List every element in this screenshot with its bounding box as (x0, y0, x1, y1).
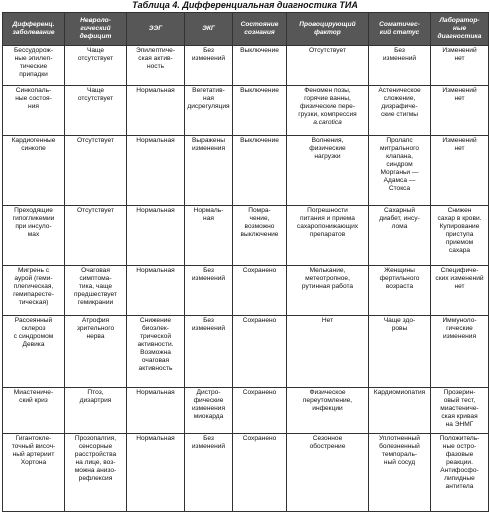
table-row (3, 266, 489, 316)
table-cell: Миастениче- ский криз (3, 388, 65, 434)
table-cell: Феномен позы, горячие ванны, физические пере- грузки, компрессия a.carotica (287, 86, 369, 136)
table-cell: Волнения, физические нагрузки (287, 136, 369, 206)
table-cell: Дистро- фические изменения миокарда (185, 388, 233, 434)
table-cell: Сохранено (233, 316, 287, 388)
table-cell: Выключение (233, 136, 287, 206)
table-cell: Нормальная (127, 388, 185, 434)
table-cell: Нормальная (127, 266, 185, 316)
table-cell: Помра- чение, возможно выключение (233, 206, 287, 266)
table-cell: Снижение биоэлек- трической активности. Возможна очаговая активность (127, 316, 185, 388)
table-cell: Специфиче- ских изменений нет (431, 266, 489, 316)
table-row (3, 316, 489, 388)
table-cell: Сезонное обострение (287, 434, 369, 512)
column-header: Провоцирующий фактор (287, 13, 369, 46)
table-cell: Нормаль- ная (185, 206, 233, 266)
table-cell: Очаговая симптома- тика, чаще предшествует гемикрании (65, 266, 127, 316)
column-header: Соматичес- кий статус (369, 13, 431, 46)
table-cell: Птоз, дизартрия (65, 388, 127, 434)
table-cell: Сохранено (233, 266, 287, 316)
table-cell: Рассеянный склероз с синдромом Девика (3, 316, 65, 388)
table-caption: Таблица 4. Дифференциальная диагностика ТИА (132, 0, 358, 10)
table-cell: Нормальная (127, 86, 185, 136)
table-cell: Эпилептиче- ская актив- ность (127, 46, 185, 86)
table-cell: Без изменений (185, 266, 233, 316)
column-header: Дифференц. заболевание (3, 13, 65, 46)
table-cell: Бессудорож- ные эпилеп- тические припадки (3, 46, 65, 86)
table-cell: Нормальная (127, 434, 185, 512)
table-row (3, 136, 489, 206)
differential-diagnosis-table (2, 12, 489, 512)
table-cell: Пролапс митрального клапана, синдром Морганьи — Адамса — Стокса (369, 136, 431, 206)
table-cell: Вегетатив- ная дисрегуляция (185, 86, 233, 136)
table-cell: Нормальная (127, 206, 185, 266)
table-row (3, 86, 489, 136)
column-header: ЭКГ (185, 13, 233, 46)
table-cell: Снижен сахар в крови. Купирование приступа приемом сахара (431, 206, 489, 266)
table-cell: Мелькание, метеотропное, рутинная работа (287, 266, 369, 316)
table-cell: Атрофия зрительного нерва (65, 316, 127, 388)
table-cell: Без изменений (369, 46, 431, 86)
table-cell: Изменений нет (431, 136, 489, 206)
table-cell: Выключение (233, 46, 287, 86)
table-cell: Выражены изменения (185, 136, 233, 206)
column-header: Невроло- гический дефицит (65, 13, 127, 46)
table-cell: Астеническое сложение, дизрафиче- ские стигмы (369, 86, 431, 136)
table-cell: Кардиогенные синкопе (3, 136, 65, 206)
table-cell: Отсутствует (287, 46, 369, 86)
table-cell: Выключение (233, 86, 287, 136)
table-row (3, 46, 489, 86)
table-cell: Сохранено (233, 434, 287, 512)
table-cell: Синкопаль- ные состоя- ния (3, 86, 65, 136)
table-row (3, 206, 489, 266)
table-cell: Отсутствует (65, 206, 127, 266)
table-cell: Положитель- ные остро- фазовые реакции. Антифосфо- липидные антитела (431, 434, 489, 512)
table-cell: Отсутствует (65, 136, 127, 206)
table-body (3, 46, 489, 512)
table-cell: Прозопалгия, сенсорные расстройства на лице, воз- можна анизо- рефлексия (65, 434, 127, 512)
table-cell: Сохранено (233, 388, 287, 434)
table-cell: Изменений нет (431, 86, 489, 136)
table-cell: Нет (287, 316, 369, 388)
table-cell: Преходящие гипогликемии при инсуло- мах (3, 206, 65, 266)
table-cell: Уплотненный болезненный темпораль- ный сосуд (369, 434, 431, 512)
table-cell: Женщины фертильного возраста (369, 266, 431, 316)
table-cell: Чаще здо- ровы (369, 316, 431, 388)
table-row (3, 388, 489, 434)
header-row (3, 13, 489, 46)
table-cell: Без изменений (185, 434, 233, 512)
table-cell: Без изменений (185, 316, 233, 388)
artery-name: a.carotica (313, 119, 342, 126)
table-cell: Без изменений (185, 46, 233, 86)
table-cell: Прозерин- овый тест, миастениче- ская кривая на ЭНМГ (431, 388, 489, 434)
table-cell: Нормальная (127, 136, 185, 206)
table-cell: Иммуноло- гические изменения (431, 316, 489, 388)
table-cell: Сахарный диабет, инсу- лома (369, 206, 431, 266)
table-cell: Изменений нет (431, 46, 489, 86)
table-cell: Кардиомиопатия (369, 388, 431, 434)
table-cell: Чаще отсутствует (65, 86, 127, 136)
table-cell: Гигантокле- точный височ- ный артериит Хортона (3, 434, 65, 512)
table-cell: Погрешности питания и приема сахаропонижающих препаратов (287, 206, 369, 266)
column-header: Состояние сознания (233, 13, 287, 46)
table-row (3, 434, 489, 512)
column-header: ЭЭГ (127, 13, 185, 46)
table-cell: Физическое переутомление, инфекции (287, 388, 369, 434)
table-cell: Чаще отсутствует (65, 46, 127, 86)
column-header: Лаборатор- ные диагностика (431, 13, 489, 46)
table-cell: Мигрень с аурой (геми- плегическая, гемипаресте- тическая) (3, 266, 65, 316)
